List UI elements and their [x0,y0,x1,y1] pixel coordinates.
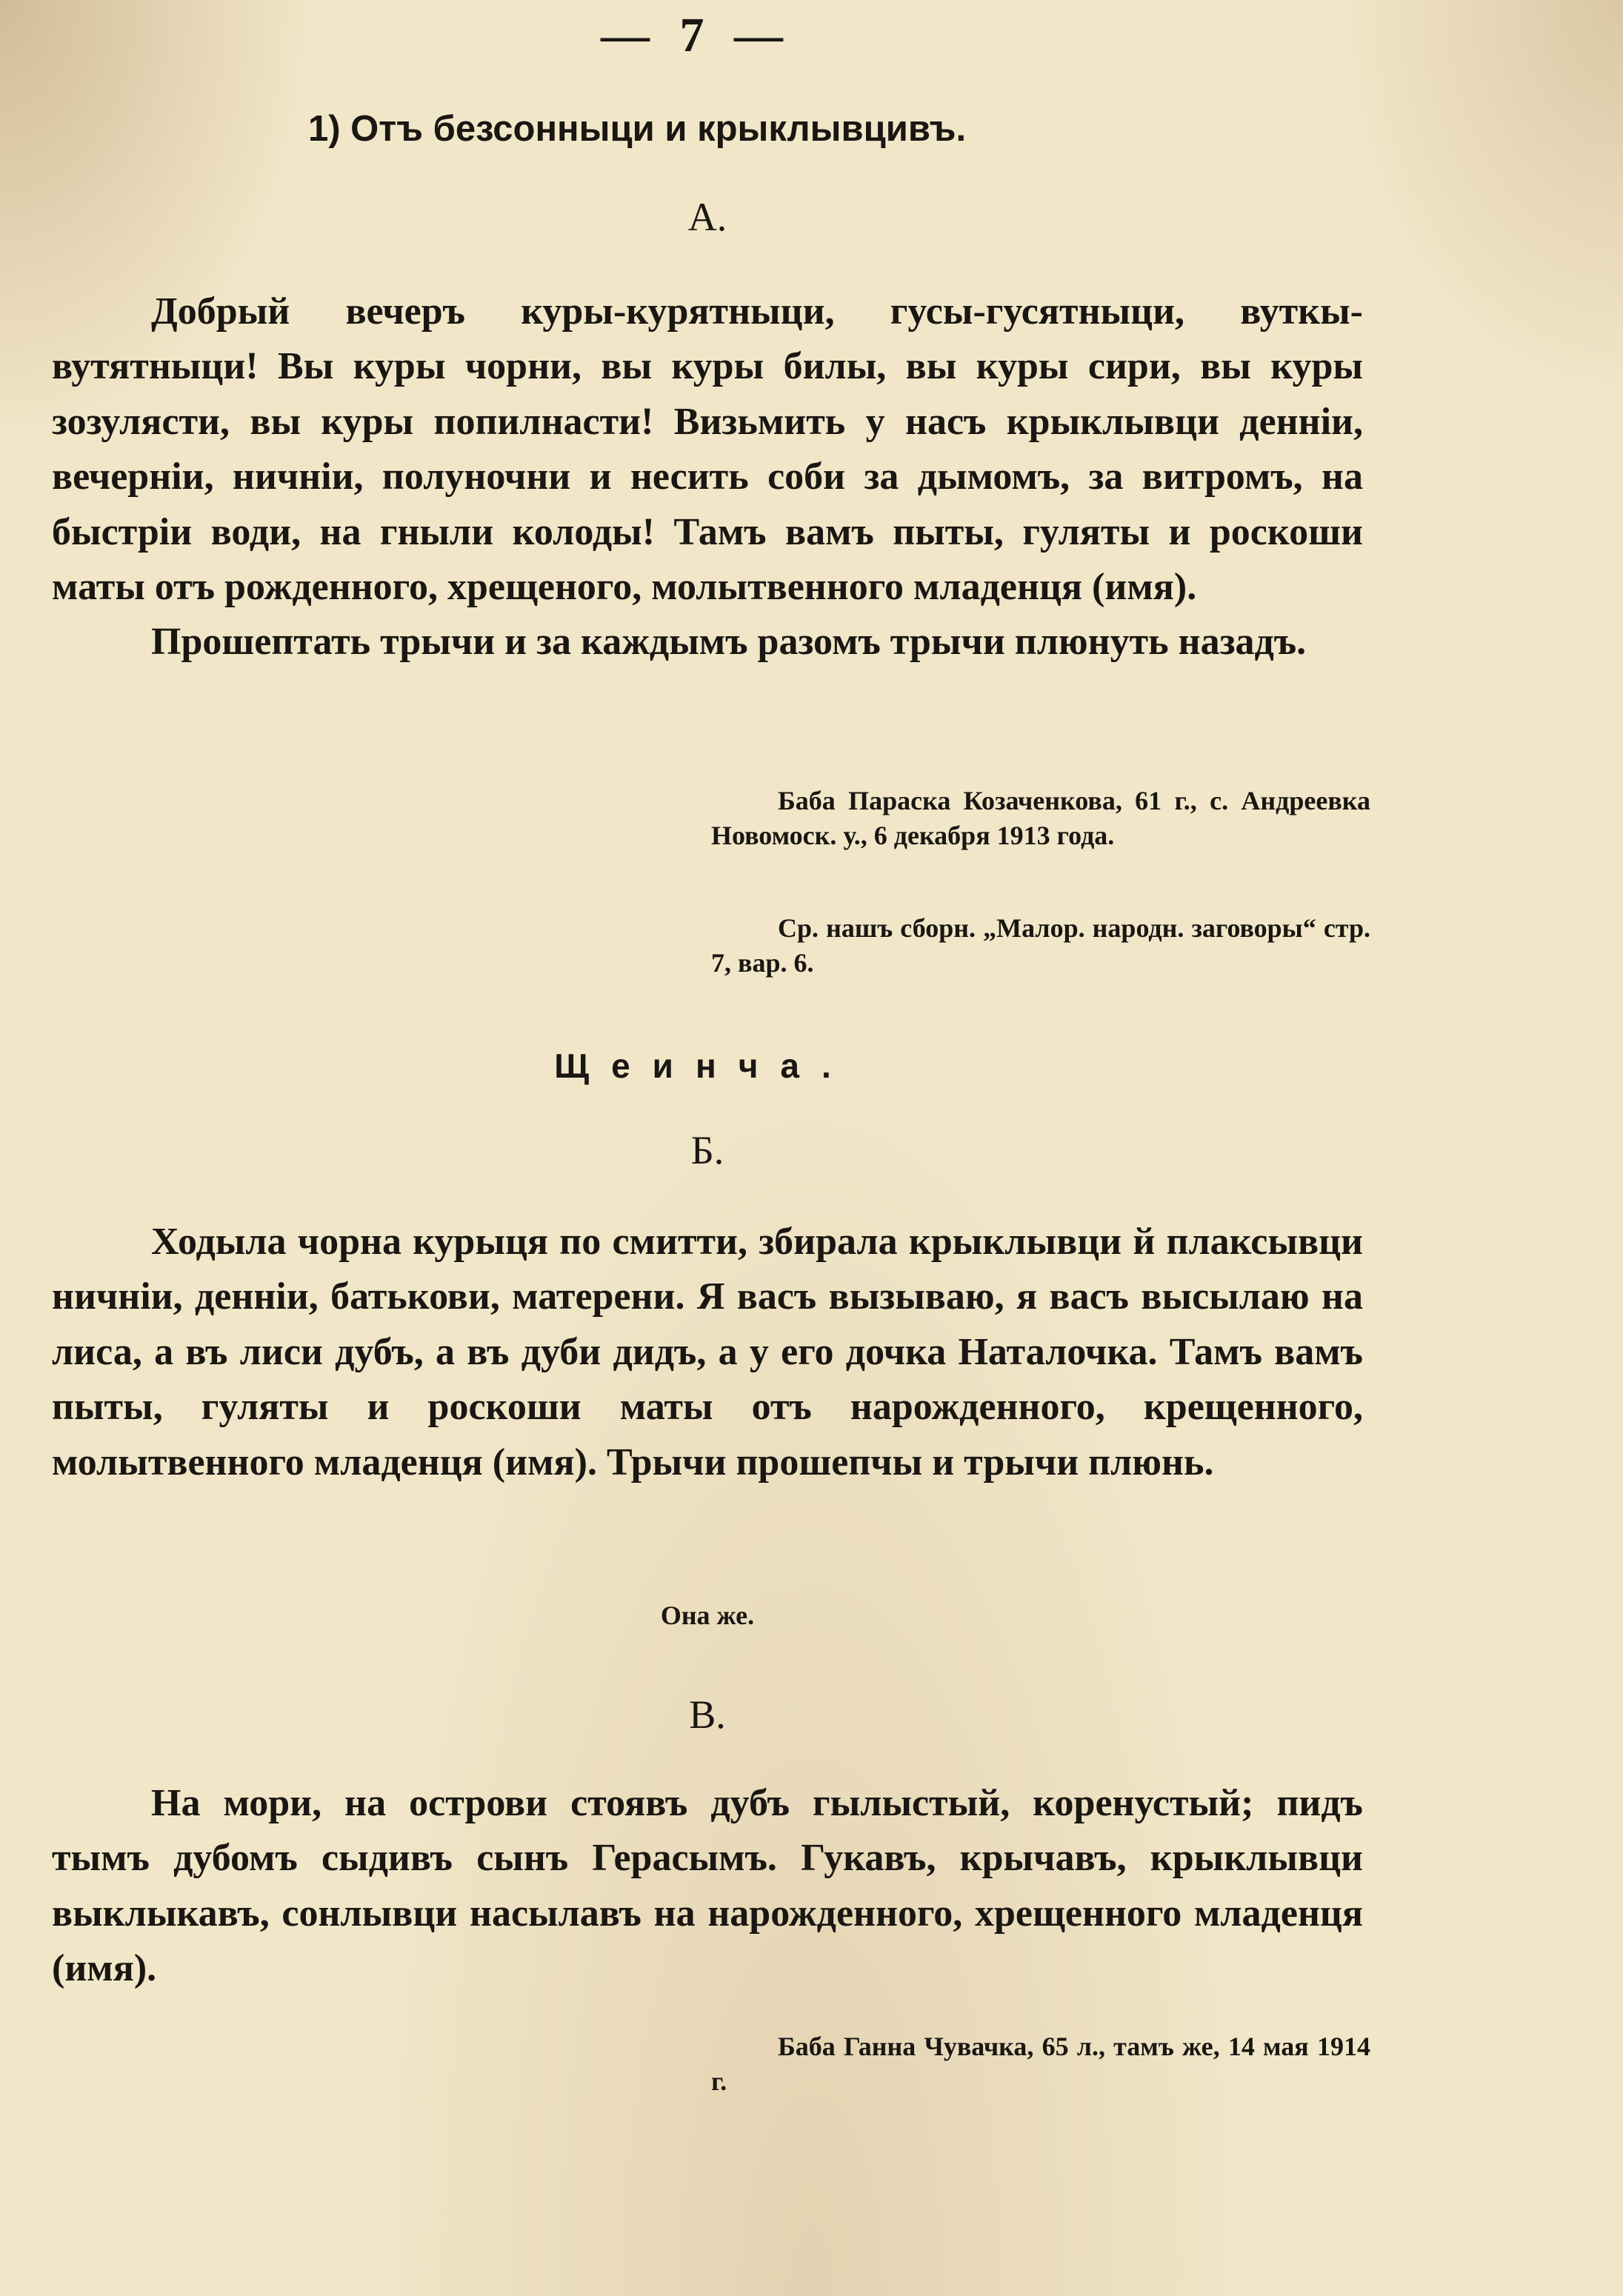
paragraph: Ходыла чорна курыця по смитти, збирала крыклывци й плаксывци ничніи, денніи, батькови, матерени. Я васъ вызываю, я васъ высылаю на лиса, а въ лиси дубъ, а въ дуби дидъ, а у его дочка Наталочка. Тамъ вамъ пыты, гуляты и роскоши маты отъ нарожденного, крещенного, молытвенного младенця (имя). Трычи прошепчы и трычи плюнь. [52,1221,1363,1484]
citation-text: Баба Параска Козаченкова, 61 г., с. Андреевка Новомоск. у., 6 декабря 1913 года. [711,786,1370,850]
part-a-letter: А. [687,195,727,239]
part-v-letter: В. [689,1692,726,1737]
paragraph: На мори, на острови стоявъ дубъ гылыстый, коренустый; пидъ тымъ дубомъ сыдивъ сынъ Герасымъ. Гукавъ, крычавъ, крыклывци выклыкавъ, сонлывци насылавъ на нарожденного, хрещенного младенця (имя). [52,1782,1363,1990]
heading-shcheincha: Щеинча. [554,1047,853,1085]
reference-text: Ср. нашъ сборн. „Малор. народн. заговоры“ стр. 7, вар. 6. [711,913,1370,978]
citation-text: Баба Ганна Чувачка, 65 л., тамъ же, 14 мая 1914 г. [711,2032,1370,2096]
part-a-text [52,284,1363,670]
part-b-letter: Б. [690,1128,724,1172]
part-a-reference [711,911,1370,981]
paragraph: Прошептать трычи и за каждымъ разомъ трычи плюнуть назадъ. [151,621,1307,664]
page-number: — 7 — [601,8,792,62]
part-b-citation: Она же. [660,1601,755,1630]
section-title: 1) Отъ безсонныци и крыклывцивъ. [308,109,967,149]
part-v-text [52,1776,1363,1997]
paragraph: Добрый вечеръ куры-курятныци, гусы-гусятныци, вуткы-вутятныци! Вы куры чорни, вы куры билы, вы куры сири, вы куры зозулясти, вы куры попилнасти! Визьмить у насъ крыклывци денніи, вечерніи, ничніи, полуночни и несить соби за дымомъ, за витромъ, на быстріи води, на гныли колоды! Тамъ вамъ пыты, гуляты и роскоши маты отъ рожденного, хрещеного, молытвенного младенця (имя). [52,290,1363,609]
part-a-citation [711,784,1370,853]
part-v-citation [711,2029,1370,2099]
part-b-text [52,1215,1363,1490]
